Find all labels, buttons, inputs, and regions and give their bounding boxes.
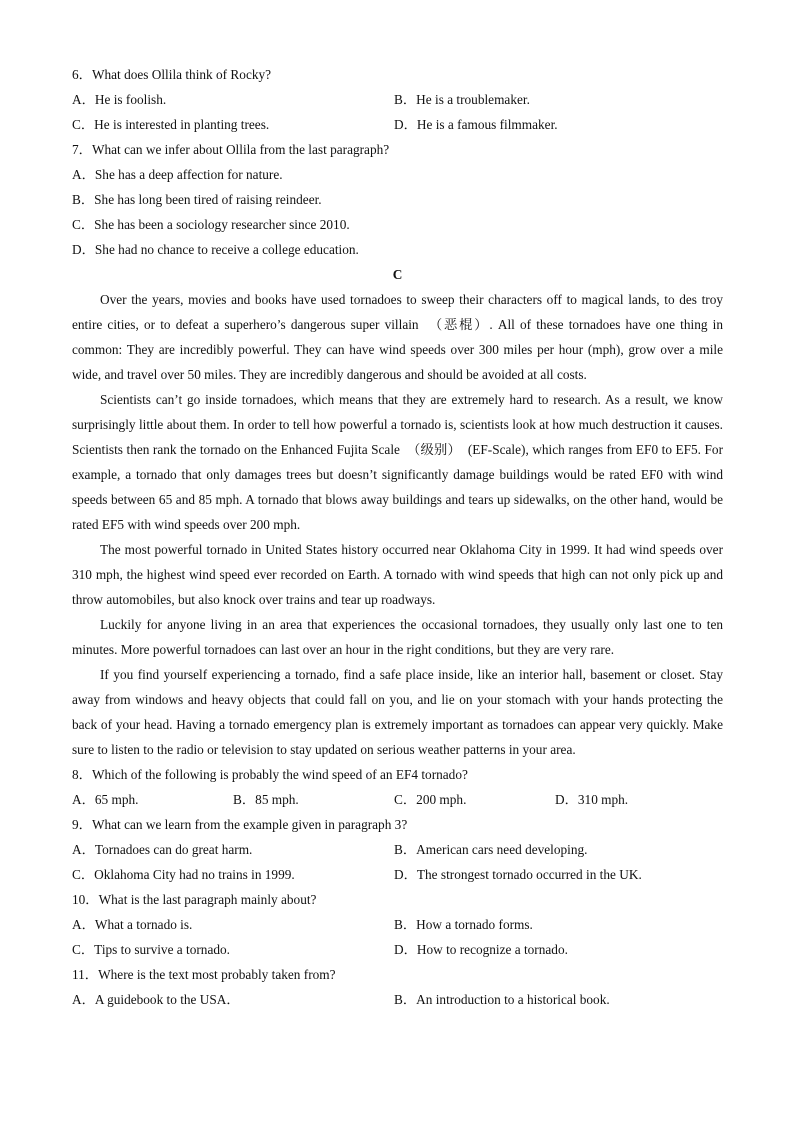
passage-paragraph-2: Scientists can’t go inside tornadoes, which means that they are extremely hard to research. As a result, we know surprisingly little about them. In order to tell how powerful a tornado is, scientists look at how much destruction it causes. Scientists then rank the tornado on the Enhanced Fujita Scale （级别） (EF-Scale), which ranges from EF0 to EF5. For example, a tornado that only damages trees but doesn’t significantly damage buildings would be rated EF0 with wind speeds between 65 and 85 mph. A tornado that blows away buildings and tears up sidewalks, on the other hand, would be rated EF5 with wind speeds over 200 mph.: [72, 392, 723, 532]
q8-stem: 8．Which of the following is probably the wind speed of an EF4 tornado?: [72, 767, 468, 782]
q8-option-d: D．310 mph.: [555, 792, 629, 807]
q9-option-c: C．Oklahoma City had no trains in 1999.: [72, 867, 295, 882]
q6-option-d: D．He is a famous filmmaker.: [394, 117, 558, 132]
q11-options-row-1: [72, 987, 723, 1012]
q6-option-c: C．He is interested in planting trees.: [72, 117, 270, 132]
passage-paragraph-4: Luckily for anyone living in an area that experiences the occasional tornadoes, they usually only last one to ten minutes. More powerful tornadoes can last over an hour in the right conditions, but they are very rare.: [72, 617, 723, 657]
q9-stem: 9．What can we learn from the example given in paragraph 3?: [72, 817, 408, 832]
q7-option-a: A．She has a deep affection for nature.: [72, 167, 283, 182]
q11-option-a: A．A guidebook to the USA．: [72, 992, 240, 1007]
q10-options-row-1: [72, 912, 723, 937]
q8-option-a: A．65 mph.: [72, 792, 139, 807]
q9-option-d: D．The strongest tornado occurred in the UK.: [394, 867, 642, 882]
q8-option-c: C．200 mph.: [394, 792, 467, 807]
q10-option-a: A．What a tornado is.: [72, 917, 193, 932]
q11-stem: 11．Where is the text most probably taken from?: [72, 967, 336, 982]
q10-stem: 10．What is the last paragraph mainly about?: [72, 892, 317, 907]
q6-option-a: A．He is foolish.: [72, 92, 167, 107]
q10-option-c: C．Tips to survive a tornado.: [72, 942, 230, 957]
q8-options-row: [72, 787, 723, 812]
passage-paragraph-5: If you find yourself experiencing a tornado, find a safe place inside, like an interior hall, basement or closet. Stay away from windows and heavy objects that could fall on you, and lie on your stomach with your hands protecting the back of your head. Having a tornado emergency plan is extremely important as tornadoes can appear very quickly. Make sure to listen to the radio or television to stay updated on serious weather patterns in your area.: [72, 667, 723, 757]
q6-stem: 6．What does Ollila think of Rocky?: [72, 67, 272, 82]
passage-paragraph-3: The most powerful tornado in United States history occurred near Oklahoma City in 1999. It had wind speeds over 310 mph, the highest wind speed ever recorded on Earth. A tornado with wind speeds that high can not only pick up and throw automobiles, but also knock over trains and tear up roadways.: [72, 542, 723, 607]
q6-options-row-2: [72, 112, 723, 137]
passage-paragraph-1: Over the years, movies and books have used tornadoes to sweep their characters off to magical lands, to des troy entire cities, or to defeat a superhero’s dangerous super villain （恶棍）. All of these tornadoes have one thing in common: They are incredibly powerful. They can have wind speeds over 300 miles per hour (mph), grow over a mile wide, and travel over 50 miles. They are incredibly dangerous and should be avoided at all costs.: [72, 292, 723, 382]
q8-option-b: B．85 mph.: [233, 792, 299, 807]
q10-options-row-2: [72, 937, 723, 962]
q6-option-b: B．He is a troublemaker.: [394, 92, 530, 107]
q11-option-b: B．An introduction to a historical book.: [394, 992, 610, 1007]
q7-stem: 7．What can we infer about Ollila from the last paragraph?: [72, 142, 390, 157]
q7-option-d: D．She had no chance to receive a college education.: [72, 242, 359, 257]
q10-option-b: B．How a tornado forms.: [394, 917, 533, 932]
q9-option-a: A．Tornadoes can do great harm.: [72, 842, 253, 857]
q9-option-b: B．American cars need developing.: [394, 842, 588, 857]
q7-option-c: C．She has been a sociology researcher since 2010.: [72, 217, 350, 232]
q7-option-b: B．She has long been tired of raising reindeer.: [72, 192, 322, 207]
q10-option-d: D．How to recognize a tornado.: [394, 942, 568, 957]
q9-options-row-2: [72, 862, 723, 887]
document-content: [72, 62, 723, 1012]
q6-options-row-1: [72, 87, 723, 112]
q9-options-row-1: [72, 837, 723, 862]
section-c-heading: C: [392, 267, 403, 282]
